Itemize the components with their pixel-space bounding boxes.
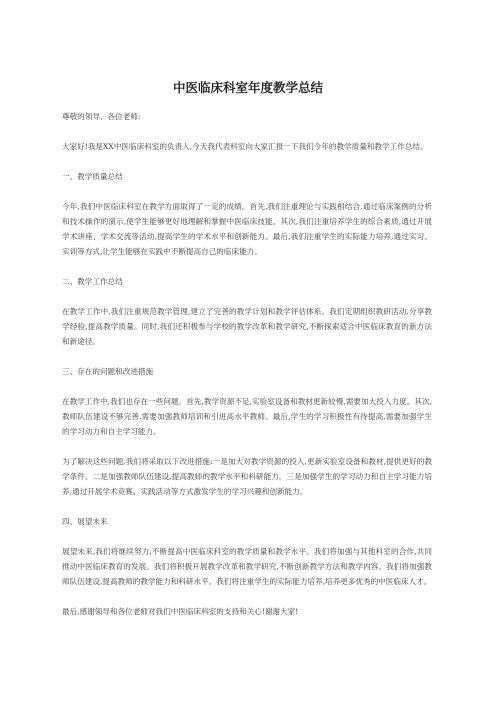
section-paragraph: 今年,我们中医临床科室在教学方面取得了一定的成绩。首先,我们注重理论与实践相结合,通过临床案例的分析和技术操作的演示,使学生能够更好地理解和掌握中医临床技能。其次,我们注重培养学生的综合素质,通过开展学术讲座、学术交流等活动,提高学生的学术水平和创新能力。最后,我们注重学生的实际能力培养,通过实习、实训等方式,让学生能够在实践中不断提高自己的临床能力。 <box>62 202 432 256</box>
closing-paragraph: 最后,感谢领导和各位老师对我们中医临床科室的支持和关心!谢谢大家! <box>62 607 299 616</box>
document-body <box>62 109 432 619</box>
section-paragraph: 在教学工作中,我们注重规范教学管理,建立了完善的教学计划和教学评估体系。我们定期组织教研活动,分享教学经验,提高教学质量。同时,我们还积极参与学校的教学改革和教学研究,不断探索适合中医临床教育的新方法和新途径。 <box>62 307 432 346</box>
section-heading: 三、存在的问题和改进措施 <box>62 367 154 376</box>
section-heading: 二、教学工作总结 <box>62 277 123 286</box>
document-title: 中医临床科室年度教学总结 <box>172 80 323 95</box>
section-heading: 一、教学质量总结 <box>62 172 123 181</box>
greeting-paragraph: 尊敬的领导、各位老师: <box>62 112 141 121</box>
intro-paragraph: 大家好!我是XX中医临床科室的负责人,今天我代表科室向大家汇报一下我们今年的教学质量和教学工作总结。 <box>62 142 428 151</box>
section-paragraph: 在教学工作中,我们也存在一些问题。首先,教学资源不足,实验室设备和教材更新较慢,需要加大投入力度。其次,教师队伍建设不够完善,需要加强教师培训和引进高水平教师。最后,学生的学习积极性有待提高,需要加强学生的学习动力和自主学习能力。 <box>62 397 432 436</box>
section-paragraph: 为了解决这些问题,我们将采取以下改进措施:一是加大对教学资源的投入,更新实验室设备和教材,提供更好的教学条件。二是加强教师队伍建设,提高教师的教学水平和科研能力。三是加强学生的学习动力和自主学习能力培养,通过开展学术竞赛、实践活动等方式激发学生的学习兴趣和创新能力。 <box>62 457 432 496</box>
section-paragraph: 展望未来,我们将继续努力,不断提高中医临床科室的教学质量和教学水平。我们将加强与其他科室的合作,共同推动中医临床教育的发展。我们将积极开展教学改革和教学研究,不断创新教学方法和教学内容。我们将加强教师队伍建设,提高教师的教学能力和科研水平。我们将注重学生的实际能力培养,培养更多优秀的中医临床人才。 <box>62 547 432 586</box>
section-heading: 四、展望未来 <box>62 517 108 526</box>
